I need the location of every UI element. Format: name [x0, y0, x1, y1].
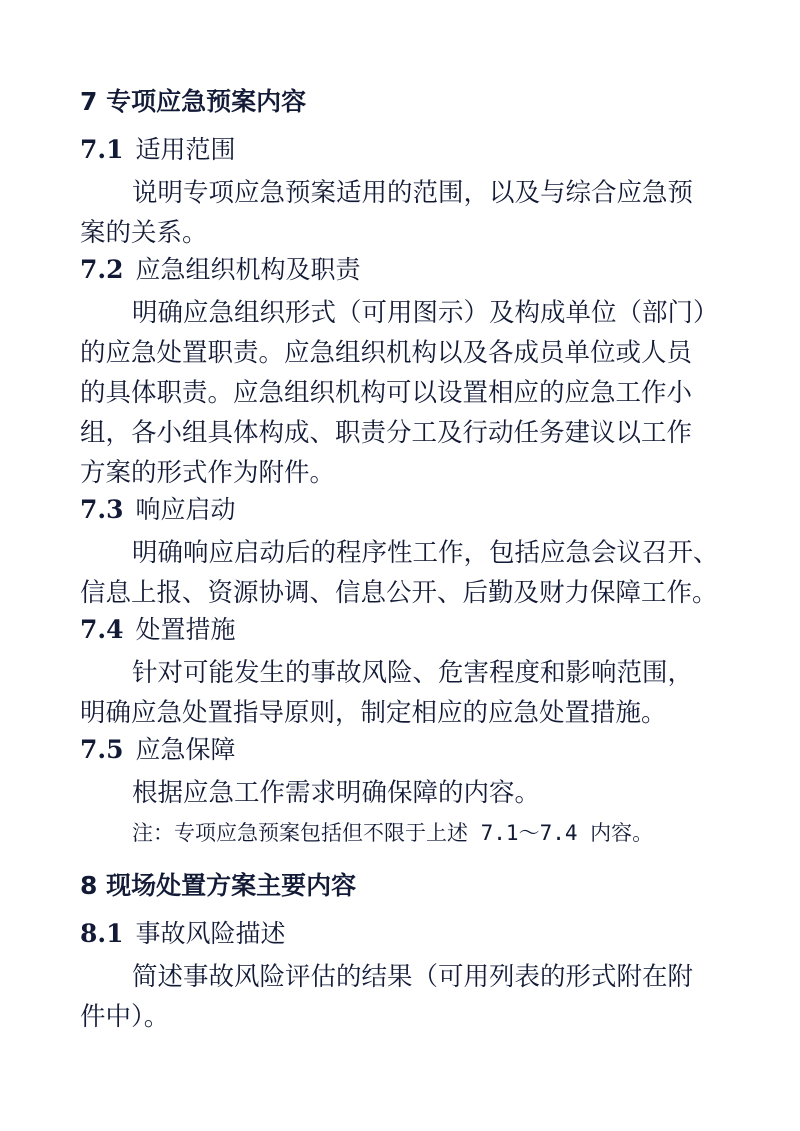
paragraph-line: 明确应急处置指导原则，制定相应的应急处置措施。 [80, 698, 667, 728]
section-number: 7.3 [80, 495, 124, 524]
paragraph-line: 明确响应启动后的程序性工作，包括应急会议召开、 [132, 538, 719, 568]
paragraph-line: 方案的形式作为附件。 [80, 458, 336, 488]
section-7-4-paragraph [80, 653, 740, 733]
paragraph-line: 案的关系。 [80, 218, 208, 248]
paragraph-line: 件中）。 [80, 1002, 170, 1032]
section-7-2-heading [80, 254, 361, 286]
section-7-3-heading [80, 494, 236, 526]
section-title: 处置措施 [135, 615, 236, 644]
paragraph-line: 的具体职责。应急组织机构可以设置相应的应急工作小 [80, 378, 693, 408]
section-8-1-heading [80, 918, 286, 950]
section-7-5-heading [80, 734, 236, 766]
paragraph-line: 简述事故风险评估的结果（可用列表的形式附在附 [132, 962, 694, 992]
section-7-3-paragraph [80, 533, 740, 613]
section-number: 7.5 [80, 735, 124, 764]
section-7-note: 注：专项应急预案包括但不限于上述 7.1～7.4 内容。 [132, 821, 654, 845]
paragraph-line: 根据应急工作需求明确保障的内容。 [132, 778, 541, 808]
paragraph-line: 的应急处置职责。应急组织机构以及各成员单位或人员 [80, 338, 693, 368]
section-number: 7.4 [80, 615, 124, 644]
section-8-heading: 8 现场处置方案主要内容 [80, 871, 357, 900]
paragraph-line: 明确应急组织形式（可用图示）及构成单位（部门） [132, 298, 719, 328]
section-7-heading: 7 专项应急预案内容 [80, 87, 307, 116]
section-7-1-heading [80, 134, 236, 166]
paragraph-line: 组，各小组具体构成、职责分工及行动任务建议以工作 [80, 418, 693, 448]
section-title: 适用范围 [135, 135, 236, 164]
section-7-2-paragraph [80, 293, 740, 493]
section-7-1-paragraph [80, 173, 740, 253]
paragraph-line: 针对可能发生的事故风险、危害程度和影响范围， [132, 658, 694, 688]
section-number: 7.1 [80, 135, 124, 164]
paragraph-line: 说明专项应急预案适用的范围，以及与综合应急预 [132, 178, 694, 208]
section-title: 响应启动 [135, 495, 236, 524]
section-title: 应急组织机构及职责 [135, 255, 361, 284]
paragraph-line: 信息上报、资源协调、信息公开、后勤及财力保障工作。 [80, 578, 718, 608]
section-7-4-heading [80, 614, 236, 646]
section-number: 7.2 [80, 255, 124, 284]
section-8-1-paragraph [80, 957, 740, 1037]
section-number: 8.1 [80, 919, 124, 948]
section-title: 应急保障 [135, 735, 236, 764]
section-7-5-paragraph [80, 773, 740, 813]
section-title: 事故风险描述 [135, 919, 286, 948]
